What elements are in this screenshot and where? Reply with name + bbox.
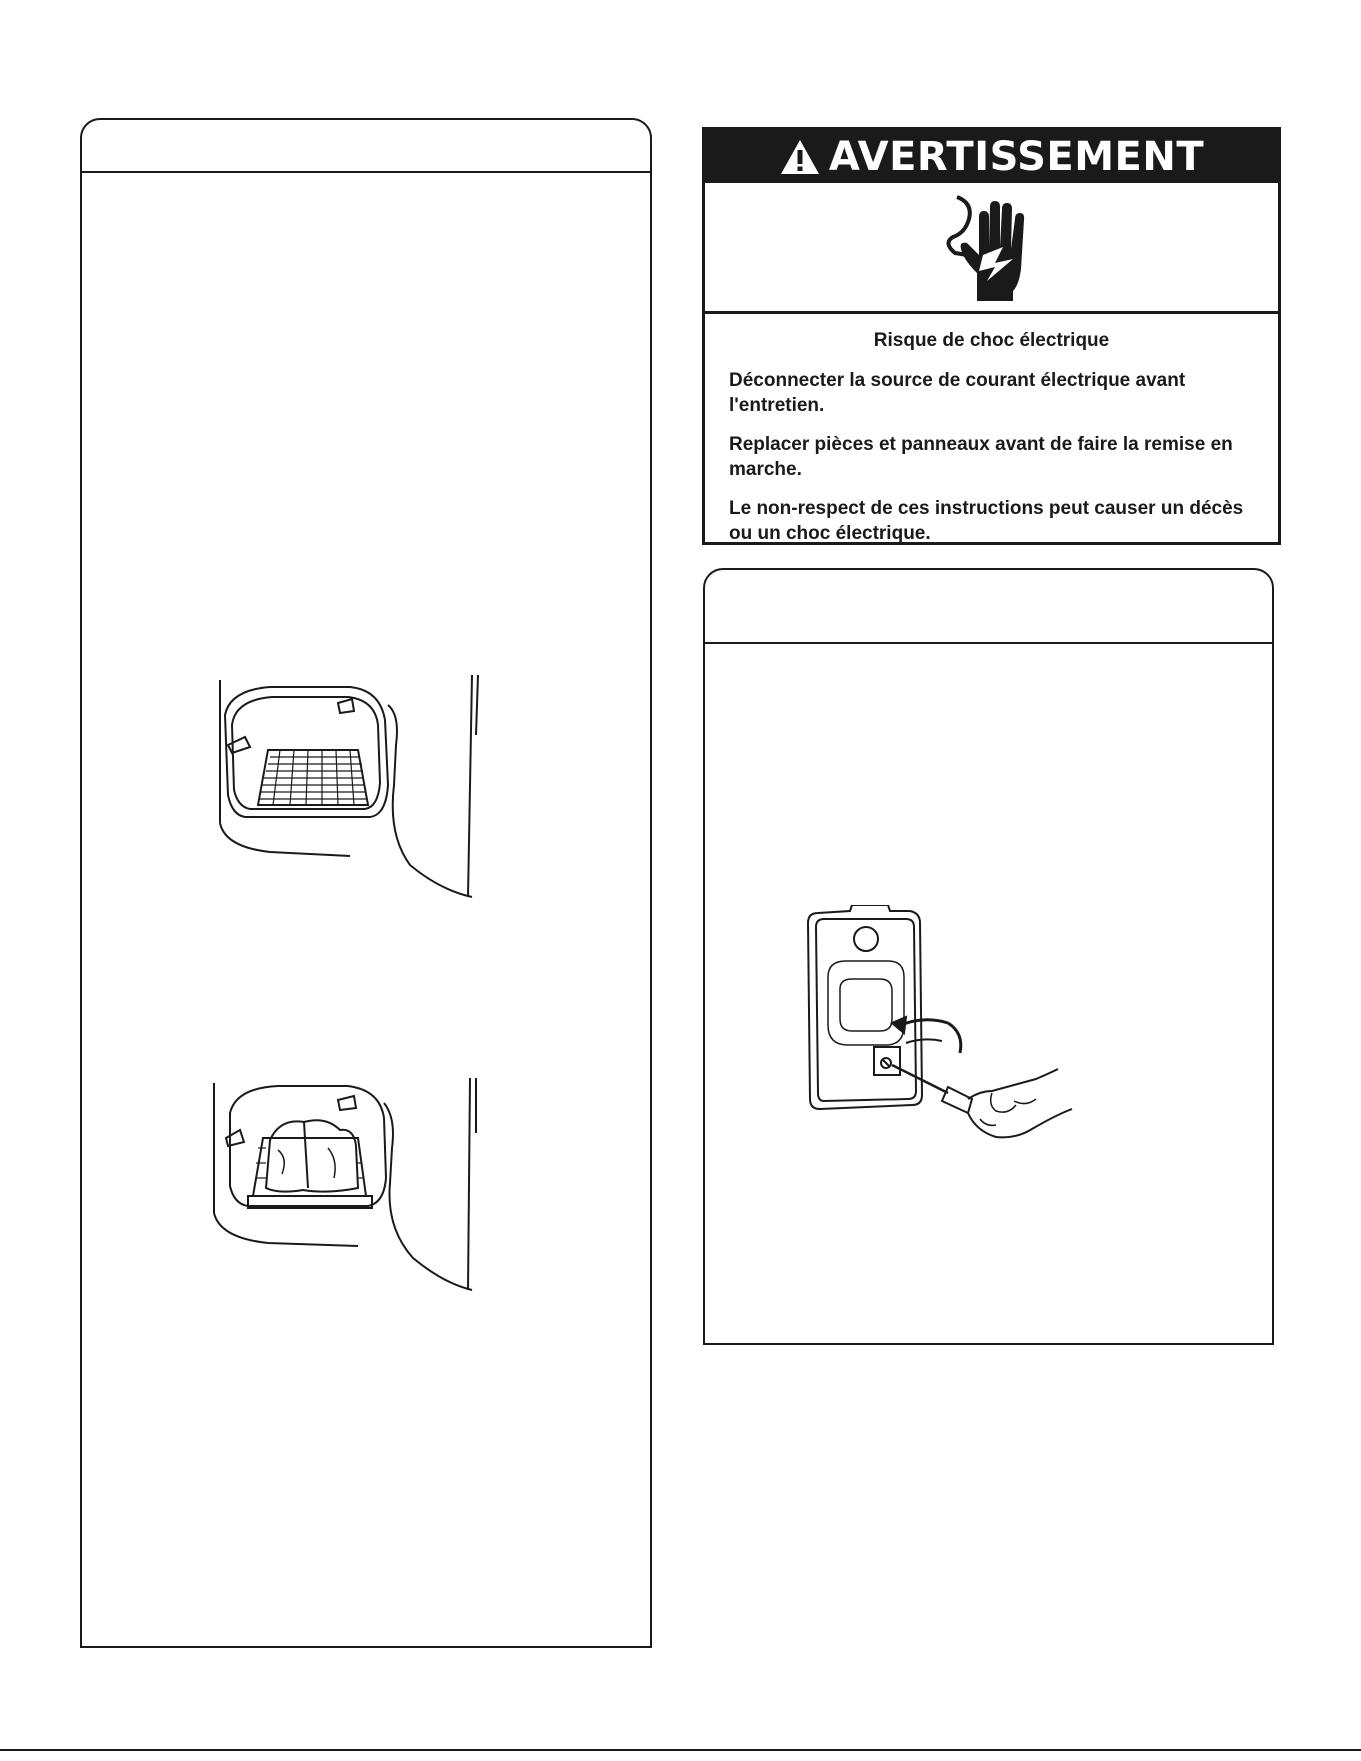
- warning-line-disconnect-power: Déconnecter la source de courant électrique avant l'entretien.: [729, 370, 1186, 416]
- warning-box: [702, 127, 1281, 545]
- electrical-shock-hand-icon: [933, 193, 1043, 305]
- access-panel-screwdriver-illustration: [800, 905, 1120, 1195]
- warning-header: [705, 130, 1278, 183]
- dryer-rack-with-shoes-illustration: [208, 1078, 528, 1298]
- warning-icon-row: [705, 183, 1278, 314]
- warning-line-consequence: Le non-respect de ces instructions peut causer un décès ou un choc électrique.: [729, 498, 1244, 544]
- warning-line-replace-panels: Replacer pièces et panneaux avant de faire la remise en marche.: [729, 434, 1233, 480]
- right-panel-header: [705, 570, 1272, 644]
- warning-triangle-icon: [779, 138, 821, 176]
- left-panel-header: [82, 120, 650, 173]
- warning-title: AVERTISSEMENT: [828, 133, 1205, 180]
- warning-body: [729, 330, 1254, 560]
- footer-rule: [0, 1749, 1361, 1751]
- dryer-drying-rack-illustration: [210, 675, 530, 905]
- warning-subtitle: Risque de choc électrique: [873, 330, 1110, 351]
